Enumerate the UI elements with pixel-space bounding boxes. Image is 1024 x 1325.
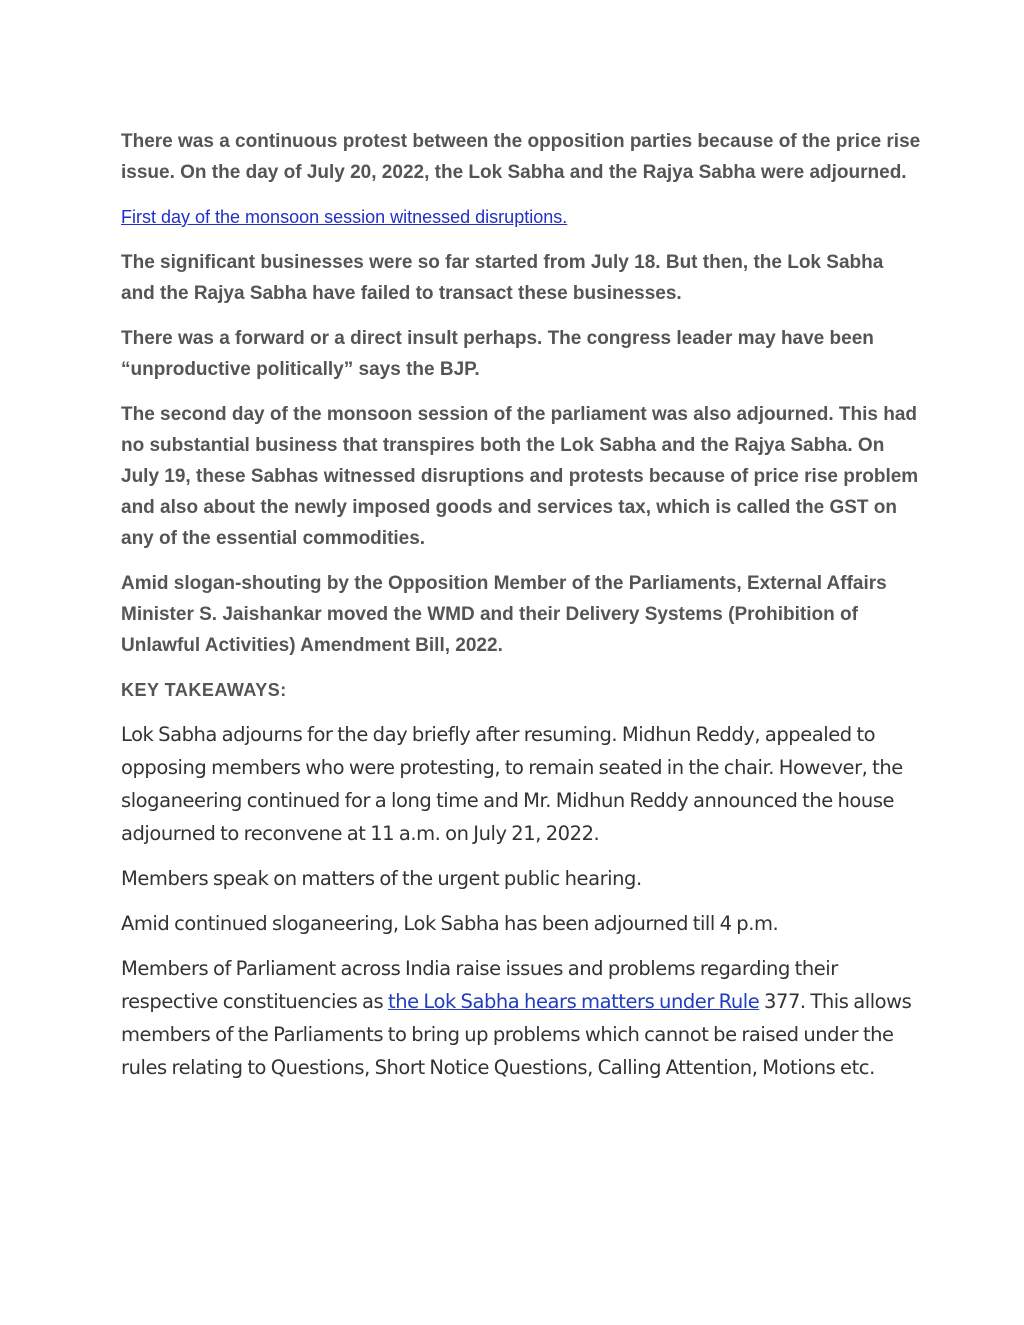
takeaway-adjourned-till-4: Amid continued sloganeering, Lok Sabha has been adjourned till 4 p.m. bbox=[121, 912, 779, 935]
takeaway-urgent-hearing: Members speak on matters of the urgent public hearing. bbox=[121, 867, 642, 890]
link-paragraph bbox=[121, 202, 921, 233]
paragraph-businesses: The significant businesses were so far started from July 18. But then, the Lok Sabha and the Rajya Sabha have failed to transact these businesses. bbox=[121, 252, 884, 304]
paragraph-second-day: The second day of the monsoon session of the parliament was also adjourned. This had no substantial business that transpires both the Lok Sabha and the Rajya Sabha. On July 19, these Sabhas witnessed disruptions and protests because of price rise problem and also about the newly imposed goods and services tax, which is called the GST on any of the essential commodities. bbox=[121, 404, 919, 549]
takeaway-adjourns: Lok Sabha adjourns for the day briefly after resuming. Midhun Reddy, appealed to opposing members who were protesting, to remain seated in the chair. However, the sloganeering continued for a long time and Mr. Midhun Reddy announced the house adjourned to reconvene at 11 a.m. on July 21, 2022. bbox=[121, 723, 903, 845]
rule-377-text-before: Members of Parliament across India raise issues and problems regarding their respective constituencies as bbox=[121, 957, 838, 1013]
key-takeaways-heading: KEY TAKEAWAYS: bbox=[121, 680, 287, 700]
paragraph-insult: There was a forward or a direct insult perhaps. The congress leader may have been “unproductive politically” says the BJP. bbox=[121, 328, 874, 380]
paragraph-protest: There was a continuous protest between the opposition parties because of the price rise issue. On the day of July 20, 2022, the Lok Sabha and the Rajya Sabha were adjourned. bbox=[121, 131, 921, 183]
rule-377-text-after: 377. This allows members of the Parliaments to bring up problems which cannot be raised under the rules relating to Questions, Short Notice Questions, Calling Attention, Motions etc. bbox=[121, 990, 912, 1079]
monsoon-session-link[interactable]: First day of the monsoon session witnessed disruptions. bbox=[121, 207, 568, 227]
document-page bbox=[121, 126, 921, 1096]
lok-sabha-rule-link[interactable]: the Lok Sabha hears matters under Rule bbox=[388, 990, 760, 1013]
takeaway-rule-377 bbox=[121, 952, 921, 1084]
paragraph-jaishankar: Amid slogan-shouting by the Opposition Member of the Parliaments, External Affairs Minister S. Jaishankar moved the WMD and their Delivery Systems (Prohibition of Unlawful Activities) Amendment Bill, 2022. bbox=[121, 573, 887, 656]
